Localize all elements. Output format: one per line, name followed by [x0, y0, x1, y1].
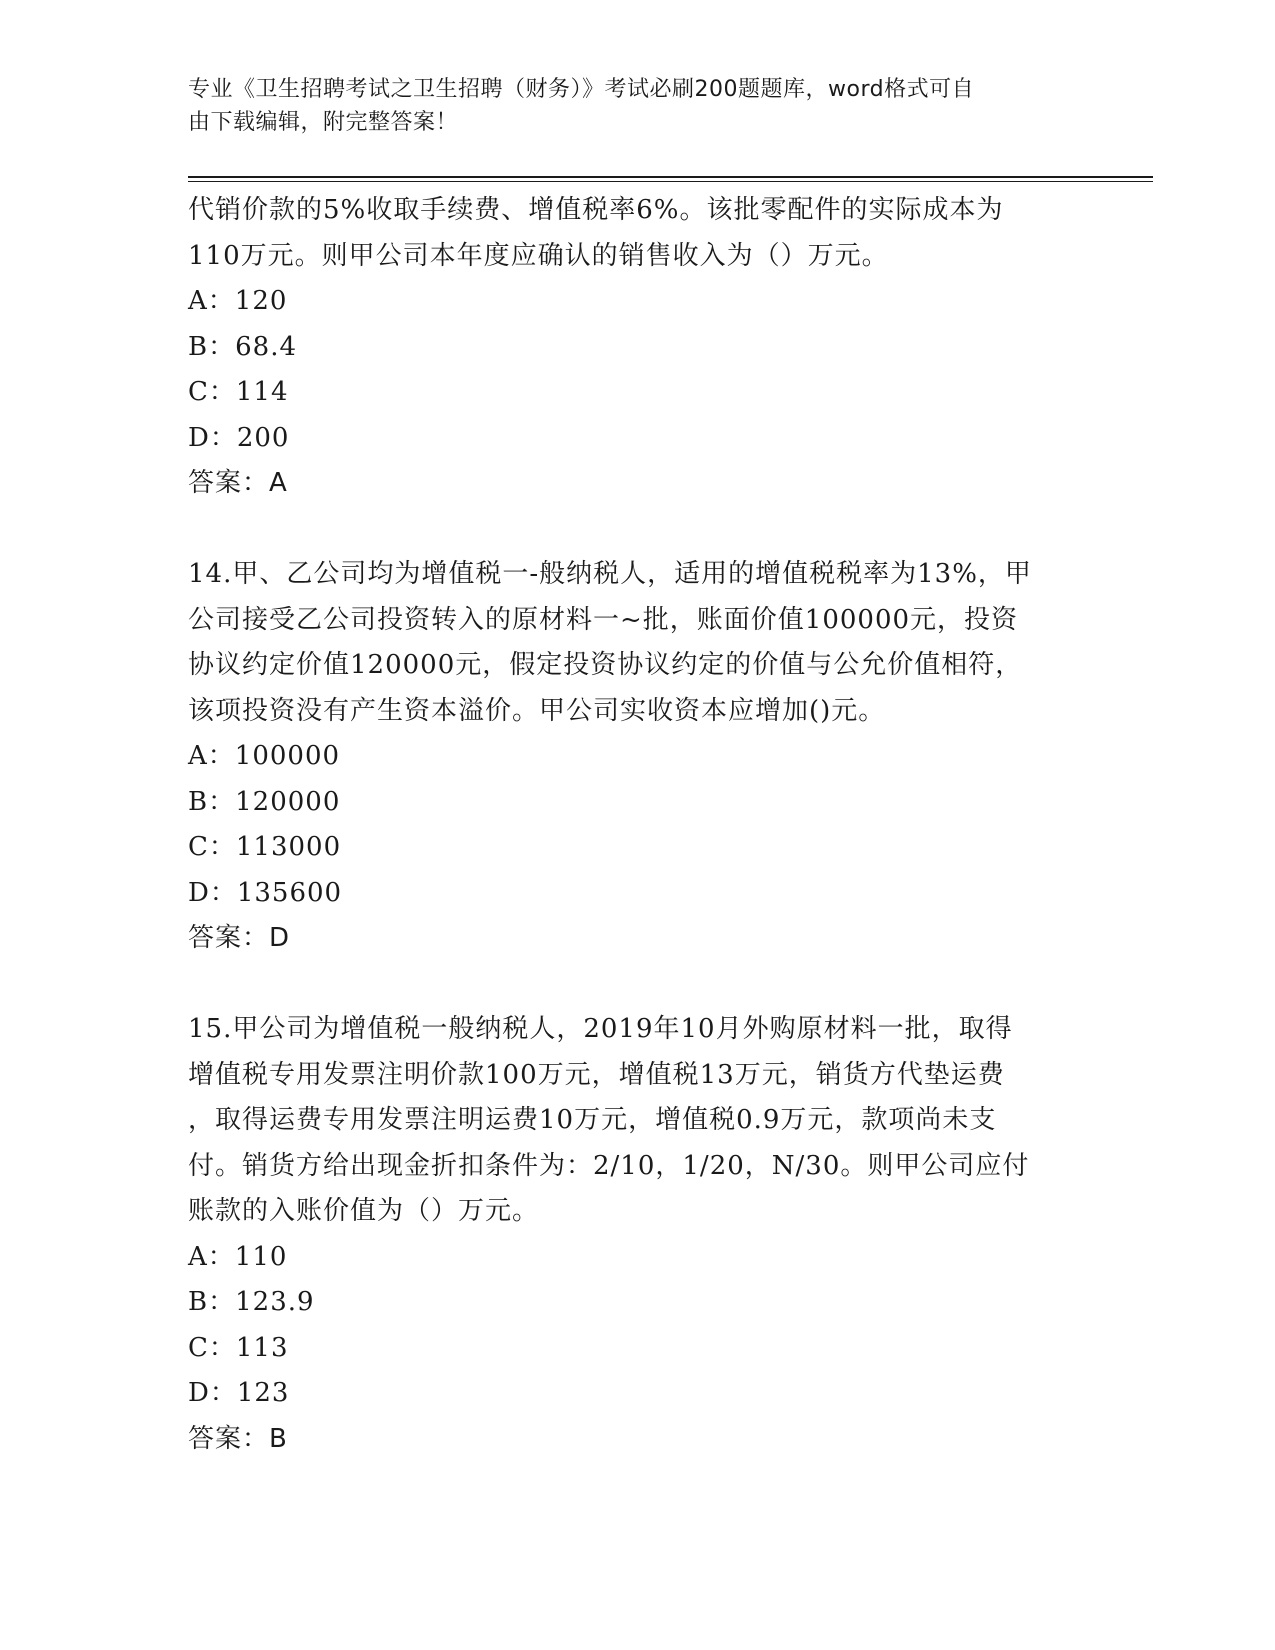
answer-line: 答案：D — [188, 923, 291, 953]
option-a: A：110 — [188, 1241, 288, 1272]
option-a: A：120 — [188, 286, 288, 316]
spacer — [188, 962, 1088, 1008]
answer-line: 答案：A — [188, 468, 288, 498]
header-line: 专业《卫生招聘考试之卫生招聘（财务）》考试必刷200题题库，word格式可自 — [188, 77, 975, 102]
option-a: A：100000 — [188, 741, 341, 771]
answer-line: 答案：B — [188, 1423, 288, 1454]
question-13 — [188, 188, 1088, 507]
document-header — [188, 73, 1068, 139]
option-d: D：123 — [188, 1378, 290, 1408]
question-list — [188, 188, 1088, 1462]
question-text-line: 公司接受乙公司投资转入的原材料一~批，账面价值100000元，投资 — [188, 604, 1019, 635]
question-text-line: 增值税专用发票注明价款100万元，增值税13万元，销货方代垫运费 — [188, 1059, 1005, 1090]
question-text-line: 该项投资没有产生资本溢价。甲公司实收资本应增加()元。 — [188, 695, 886, 726]
header-divider-thin — [188, 181, 1153, 182]
option-c: C：114 — [188, 377, 289, 407]
header-line: 由下载编辑，附完整答案！ — [188, 110, 459, 135]
option-b: B：123.9 — [188, 1287, 315, 1317]
option-b: B：68.4 — [188, 331, 297, 362]
spacer — [188, 507, 1088, 553]
option-d: D：135600 — [188, 877, 343, 908]
question-text-line: 协议约定价值120000元，假定投资协议约定的价值与公允价值相符， — [188, 650, 1023, 680]
option-c: C：113000 — [188, 832, 342, 862]
question-text-line: 15.甲公司为增值税一般纳税人，2019年10月外购原材料一批，取得 — [188, 1014, 1013, 1044]
question-text-line: 付。销货方给出现金折扣条件为：2/10，1/20，N/30。则甲公司应付 — [188, 1150, 1030, 1181]
question-text-line: 110万元。则甲公司本年度应确认的销售收入为（）万元。 — [188, 240, 889, 271]
question-text-line: ，取得运费专用发票注明运费10万元，增值税0.9万元，款项尚未支 — [188, 1105, 997, 1135]
header-divider-thick — [188, 176, 1153, 178]
option-b: B：120000 — [188, 786, 341, 817]
question-text-line: 14.甲、乙公司均为增值税一-般纳税人，适用的增值税税率为13%，甲 — [188, 559, 1032, 589]
question-15 — [188, 1007, 1088, 1462]
question-text-line: 代销价款的5%收取手续费、增值税率6%。该批零配件的实际成本为 — [188, 195, 1004, 225]
option-d: D：200 — [188, 422, 290, 453]
option-c: C：113 — [188, 1332, 289, 1363]
question-text-line: 账款的入账价值为（）万元。 — [188, 1196, 540, 1226]
question-14 — [188, 552, 1088, 962]
